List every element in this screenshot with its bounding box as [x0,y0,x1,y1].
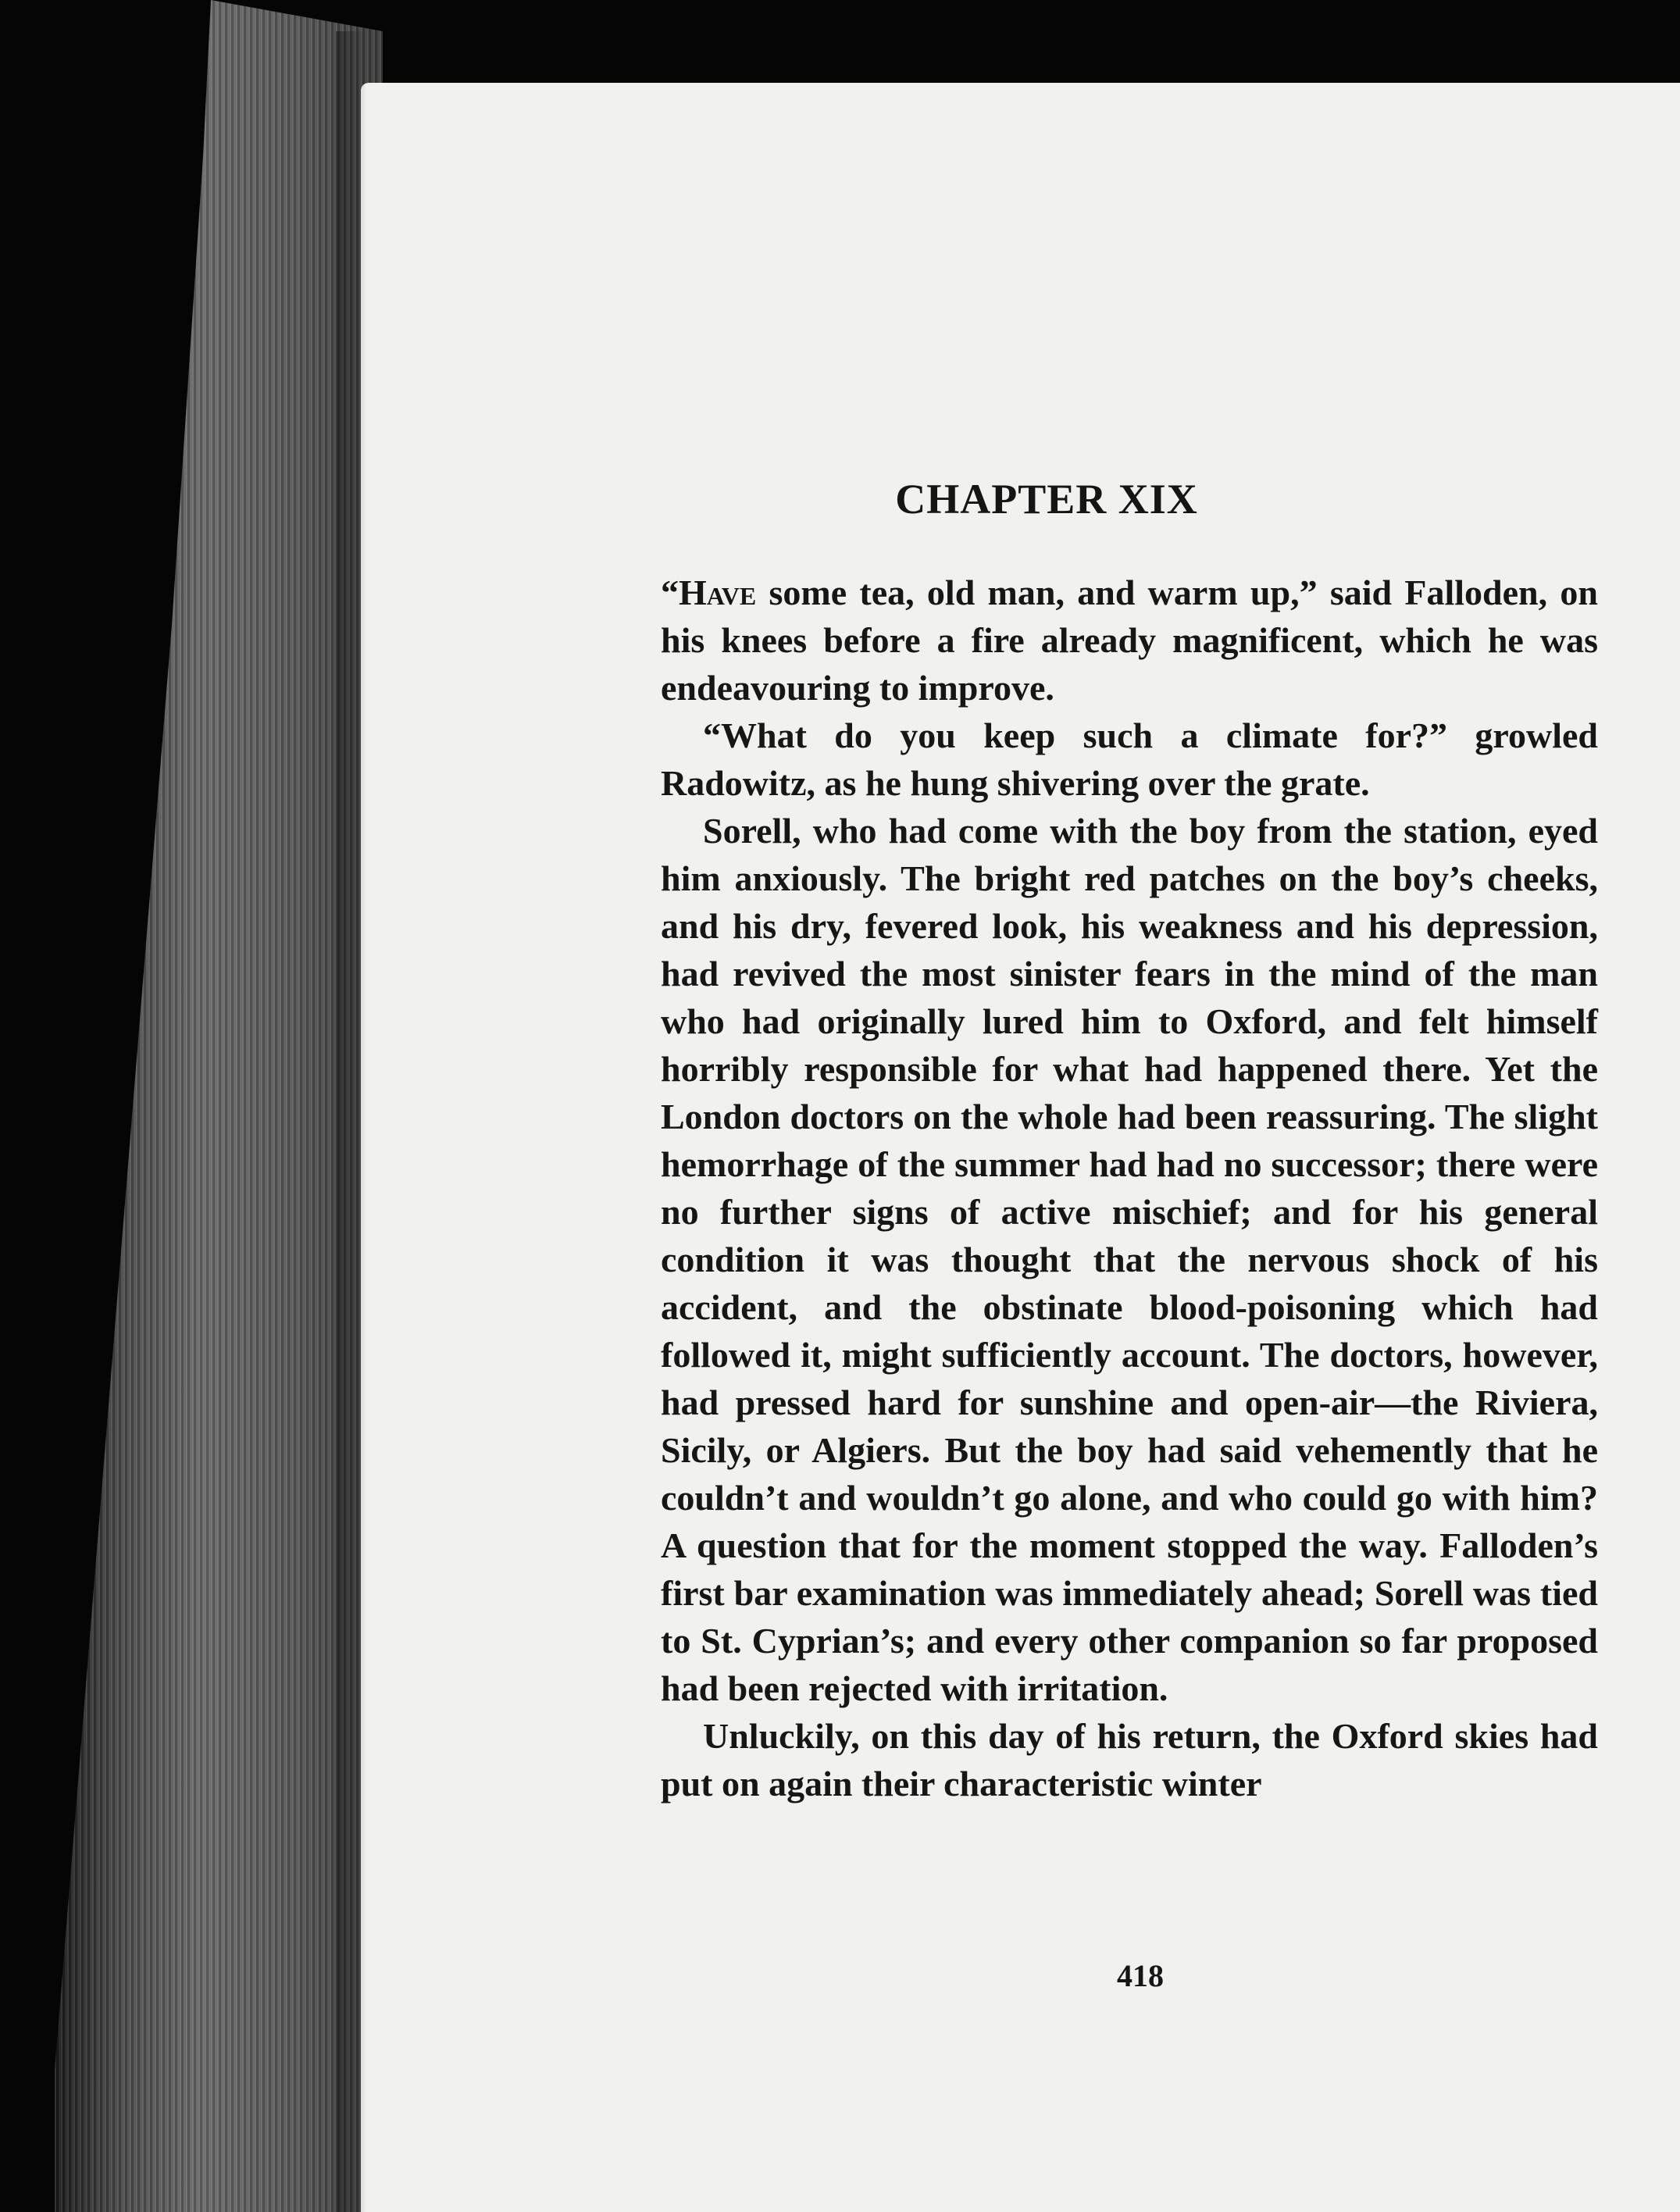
open-quote: “ [661,573,679,612]
paragraph-4: Unluckily, on this day of his return, the Oxford skies had put on again their characteristic winter [661,1716,1598,1803]
chapter-body [661,569,1598,1807]
paragraph-3: Sorell, who had come with the boy from the station, eyed him anxiously. The bright red patches on the boy’s cheeks, and his dry, fevered look, his weakness and his depression, had revived the most sinister fears in the mind of the man who had originally lured him to Oxford, and felt himself horribly responsible for what had happened there. Yet the London doctors on the whole had been reassuring. The slight hemorrhage of the summer had had no successor; there were no further signs of active mischief; and for his general condition it was thought that the nervous shock of his accident, and the obstinate blood-poisoning which had followed it, might sufficiently account. The doctors, however, had pressed hard for sunshine and open-air—the Riviera, Sicily, or Algiers. But the boy had said vehemently that he couldn’t and wouldn’t go alone, and who could go with him? A question that for the moment stopped the way. Falloden’s first bar examination was immediately ahead; Sorell was tied to St. Cyprian’s; and every other companion so far proposed had been rejected with irritation. [661,811,1598,1708]
drop-word: Have [679,573,757,612]
paragraph-1 [661,569,1598,712]
paragraph-1-text: some tea, old man, and warm up,” said Falloden, on his knees before a fire already magnificent, which he was endeavouring to improve. [661,573,1598,708]
book-page-edges [55,0,383,2212]
gutter-shadow [336,31,367,2212]
paragraph-2: “What do you keep such a climate for?” growled Radowitz, as he hung shivering over the grate. [661,715,1598,803]
page-number: 418 [1117,1958,1164,1993]
chapter-title: CHAPTER XIX [895,476,1198,523]
